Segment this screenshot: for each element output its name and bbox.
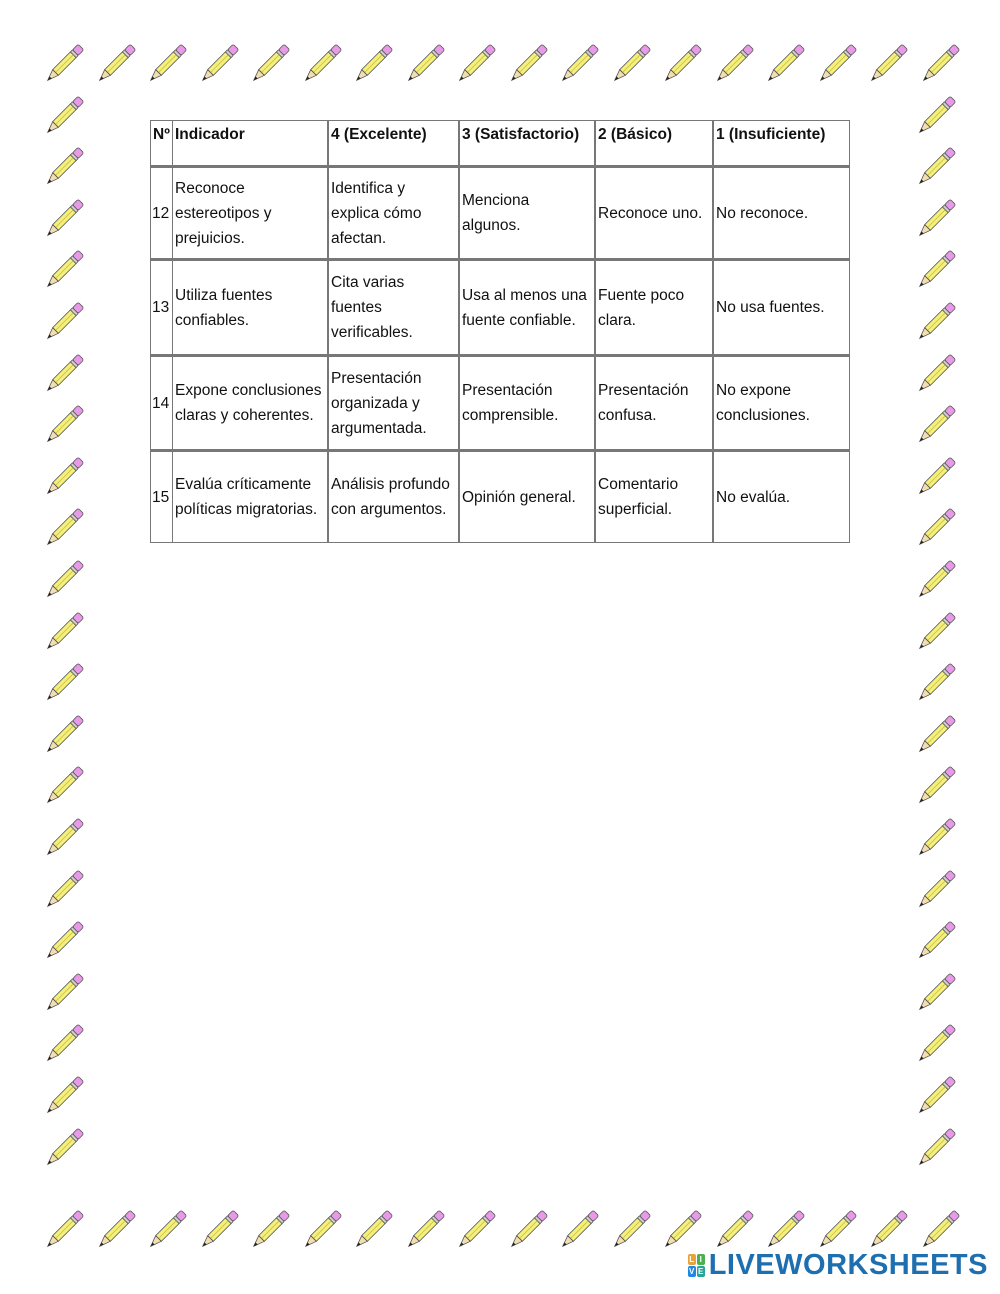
pencil-icon [246,40,294,88]
table-row [150,355,850,450]
row-level-1: No usa fuentes. [713,259,850,355]
pencil-icon [40,1206,88,1254]
pencil-icon [143,1206,191,1254]
row-level-2: Comentario superficial. [595,450,713,543]
pencil-icon [40,92,88,140]
logo-text: LIVEWORKSHEETS [708,1248,988,1281]
header-level-3: 3 (Satisfactorio) [459,120,595,166]
row-level-2: Fuente poco clara. [595,259,713,355]
row-indicator: Reconoce estereotipos y prejuicios. [173,166,328,259]
pencil-icon [912,195,960,243]
pencil-icon [246,1206,294,1254]
liveworksheets-logo [688,1250,988,1280]
pencil-icon [452,1206,500,1254]
row-num: 15 [150,450,173,543]
pencil-icon [761,1206,809,1254]
logo-mark-cell: V [689,1266,695,1276]
pencil-icon [912,556,960,604]
table-row [150,259,850,355]
row-indicator: Expone conclusiones claras y coherentes. [173,355,328,450]
pencil-icon [143,40,191,88]
pencil-icon [40,453,88,501]
pencil-icon [916,1206,964,1254]
pencil-icon [40,917,88,965]
row-level-3: Opinión general. [459,450,595,543]
pencil-icon [864,1206,912,1254]
row-level-2: Reconoce uno. [595,166,713,259]
logo-mark-cell: E [698,1266,704,1276]
pencil-icon [40,246,88,294]
pencil-icon [40,608,88,656]
pencil-icon [864,40,912,88]
pencil-icon [40,1072,88,1120]
pencil-icon [912,814,960,862]
pencil-icon [912,762,960,810]
pencil-icon [916,40,964,88]
pencil-icon [40,504,88,552]
pencil-icon [349,40,397,88]
row-level-4: Identifica y explica cómo afectan. [328,166,459,259]
pencil-icon [40,659,88,707]
pencil-icon [40,1124,88,1172]
pencil-icon [912,917,960,965]
row-level-2: Presentación confusa. [595,355,713,450]
table-row [150,450,850,543]
pencil-icon [40,40,88,88]
pencil-icon [912,711,960,759]
pencil-icon [504,40,552,88]
pencil-icon [912,350,960,398]
pencil-icon [912,143,960,191]
pencil-icon [912,866,960,914]
pencil-icon [195,40,243,88]
logo-mark-cell: L [689,1254,695,1264]
pencil-icon [607,40,655,88]
pencil-icon [40,866,88,914]
pencil-icon [40,195,88,243]
pencil-icon [298,40,346,88]
pencil-icon [710,1206,758,1254]
pencil-icon [40,814,88,862]
row-level-1: No reconoce. [713,166,850,259]
row-level-4: Análisis profundo con argumentos. [328,450,459,543]
pencil-icon [40,969,88,1017]
pencil-icon [710,40,758,88]
pencil-icon [912,453,960,501]
pencil-icon [40,143,88,191]
rubric-table [150,120,850,543]
pencil-icon [912,246,960,294]
pencil-icon [349,1206,397,1254]
pencil-icon [761,40,809,88]
header-num: Nº [150,120,173,166]
row-level-1: No expone conclusiones. [713,355,850,450]
row-indicator: Utiliza fuentes confiables. [173,259,328,355]
row-num: 14 [150,355,173,450]
header-level-4: 4 (Excelente) [328,120,459,166]
pencil-icon [40,401,88,449]
pencil-icon [912,969,960,1017]
pencil-icon [658,40,706,88]
pencil-icon [912,1124,960,1172]
row-indicator: Evalúa críticamente políticas migratorias. [173,450,328,543]
pencil-icon [658,1206,706,1254]
pencil-icon [40,556,88,604]
pencil-icon [452,40,500,88]
pencil-icon [92,40,140,88]
table-row [150,166,850,259]
pencil-icon [912,608,960,656]
liveworksheets-logo-mark [688,1254,705,1277]
pencil-icon [912,504,960,552]
pencil-icon [912,92,960,140]
pencil-icon [195,1206,243,1254]
pencil-icon [813,1206,861,1254]
pencil-icon [912,401,960,449]
pencil-icon [607,1206,655,1254]
pencil-icon [40,711,88,759]
row-level-1: No evalúa. [713,450,850,543]
pencil-icon [298,1206,346,1254]
row-level-4: Presentación organizada y argumentada. [328,355,459,450]
row-num: 12 [150,166,173,259]
header-level-1: 1 (Insuficiente) [713,120,850,166]
header-indicator: Indicador [173,120,328,166]
pencil-icon [92,1206,140,1254]
pencil-icon [40,350,88,398]
pencil-icon [401,1206,449,1254]
pencil-icon [401,40,449,88]
pencil-icon [40,298,88,346]
rubric-header-row [150,120,850,166]
pencil-icon [912,298,960,346]
header-level-2: 2 (Básico) [595,120,713,166]
row-level-4: Cita varias fuentes verificables. [328,259,459,355]
row-level-3: Menciona algunos. [459,166,595,259]
row-level-3: Usa al menos una fuente confiable. [459,259,595,355]
logo-mark-cell: I [697,1254,705,1265]
pencil-icon [555,1206,603,1254]
pencil-icon [40,762,88,810]
row-num: 13 [150,259,173,355]
pencil-icon [912,659,960,707]
pencil-icon [504,1206,552,1254]
pencil-icon [912,1072,960,1120]
pencil-icon [555,40,603,88]
row-level-3: Presentación comprensible. [459,355,595,450]
pencil-icon [813,40,861,88]
pencil-icon [912,1020,960,1068]
pencil-icon [40,1020,88,1068]
